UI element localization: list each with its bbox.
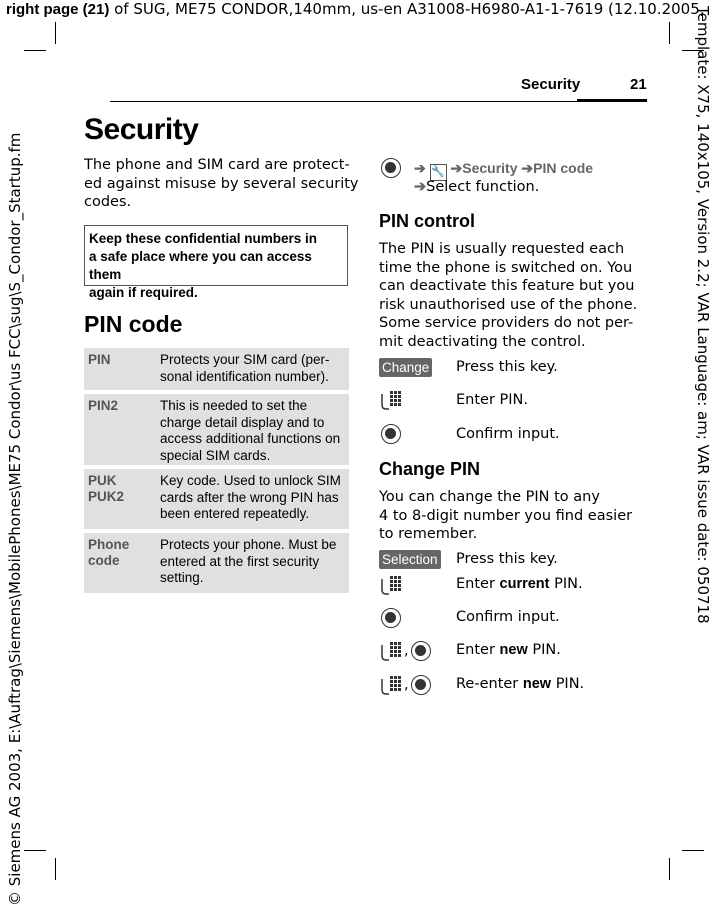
table-row: Phone code Protects your phone. Must be entered at the first security setting.: [84, 533, 349, 593]
instruction: Confirm input.: [456, 609, 560, 625]
copyright-info: © Siemens AG 2003, E:\Auftrag\Siemens\MobilePhones\ME75 Condor\us FCC\sug\S_Condor_Startup.fm: [6, 132, 24, 906]
navigation-key-icon: [381, 424, 401, 444]
selection-softkey: Selection: [379, 550, 441, 569]
keypad-icon: [380, 575, 402, 595]
template-info: Template: X75, 140x105, Version 2.2; VAR Language: am; VAR issue date: 050718: [694, 6, 712, 624]
instruction: Press this key.: [456, 551, 558, 567]
warning-box: Keep these confidential numbers in a safe place where you can access them again if required.: [84, 225, 348, 286]
crop-mark: [682, 850, 704, 851]
change-softkey: Change: [379, 358, 432, 377]
instruction: Enter new PIN.: [456, 642, 561, 658]
pin-control-heading: PIN control: [379, 211, 476, 231]
intro-text: The phone and SIM card are protect- ed against misuse by several security codes.: [84, 157, 359, 210]
select-function: ➔Select function.: [414, 179, 540, 195]
instruction: Press this key.: [456, 359, 558, 375]
menu-path: ➔ 🔧 ➔Security ➔PIN code: [414, 160, 593, 181]
page-title: Security: [84, 113, 199, 146]
navigation-key-icon: [411, 675, 431, 695]
codes-table: [84, 348, 349, 597]
crop-mark: [55, 858, 56, 880]
pin-code-heading: PIN code: [84, 311, 183, 337]
print-info-rest: of SUG, ME75 CONDOR,140mm, us-en A31008-H6980-A1-1-7619 (12.10.2005,: [109, 0, 705, 18]
table-row: PUK PUK2 Key code. Used to unlock SIM cards after the wrong PIN has been entered repeatedly.: [84, 469, 349, 529]
instruction: Confirm input.: [456, 426, 560, 442]
instruction: Enter current PIN.: [456, 576, 583, 592]
change-pin-text: You can change the PIN to any 4 to 8-digit number you find easier to remember.: [379, 489, 633, 542]
crop-mark: [669, 22, 670, 44]
print-info-bold: right page (21): [6, 1, 110, 18]
crop-mark: [24, 50, 46, 51]
change-pin-heading: Change PIN: [379, 459, 481, 479]
header-rule-thick: [577, 99, 647, 102]
instruction: Re-enter new PIN.: [456, 676, 585, 692]
crop-mark: [24, 850, 46, 851]
navigation-key-icon: [411, 641, 431, 661]
instruction: Enter PIN.: [456, 392, 529, 408]
crop-mark: [669, 858, 670, 880]
keypad-icon: [380, 390, 402, 410]
table-row: PIN Protects your SIM card (per- sonal identification number).: [84, 348, 349, 390]
print-info-line: [6, 0, 705, 18]
page-number: 21: [630, 76, 647, 93]
comma: ,: [404, 643, 409, 659]
running-header-section: Security: [521, 76, 581, 93]
keypad-icon: [380, 675, 402, 695]
settings-wrench-icon: 🔧: [430, 164, 447, 181]
navigation-key-icon: [381, 158, 401, 178]
comma: ,: [404, 677, 409, 693]
pin-control-text: The PIN is usually requested each time the phone is switched on. You can deactivate this feature but you risk unauthorised use of the phone. Some service providers do not per- mit deactivating the control.: [379, 241, 638, 350]
navigation-key-icon: [381, 608, 401, 628]
keypad-icon: [380, 641, 402, 661]
table-row: PIN2 This is needed to set the charge detail display and to access additional functions on special SIM cards.: [84, 394, 349, 465]
crop-mark: [55, 22, 56, 44]
header-rule: [110, 101, 647, 102]
